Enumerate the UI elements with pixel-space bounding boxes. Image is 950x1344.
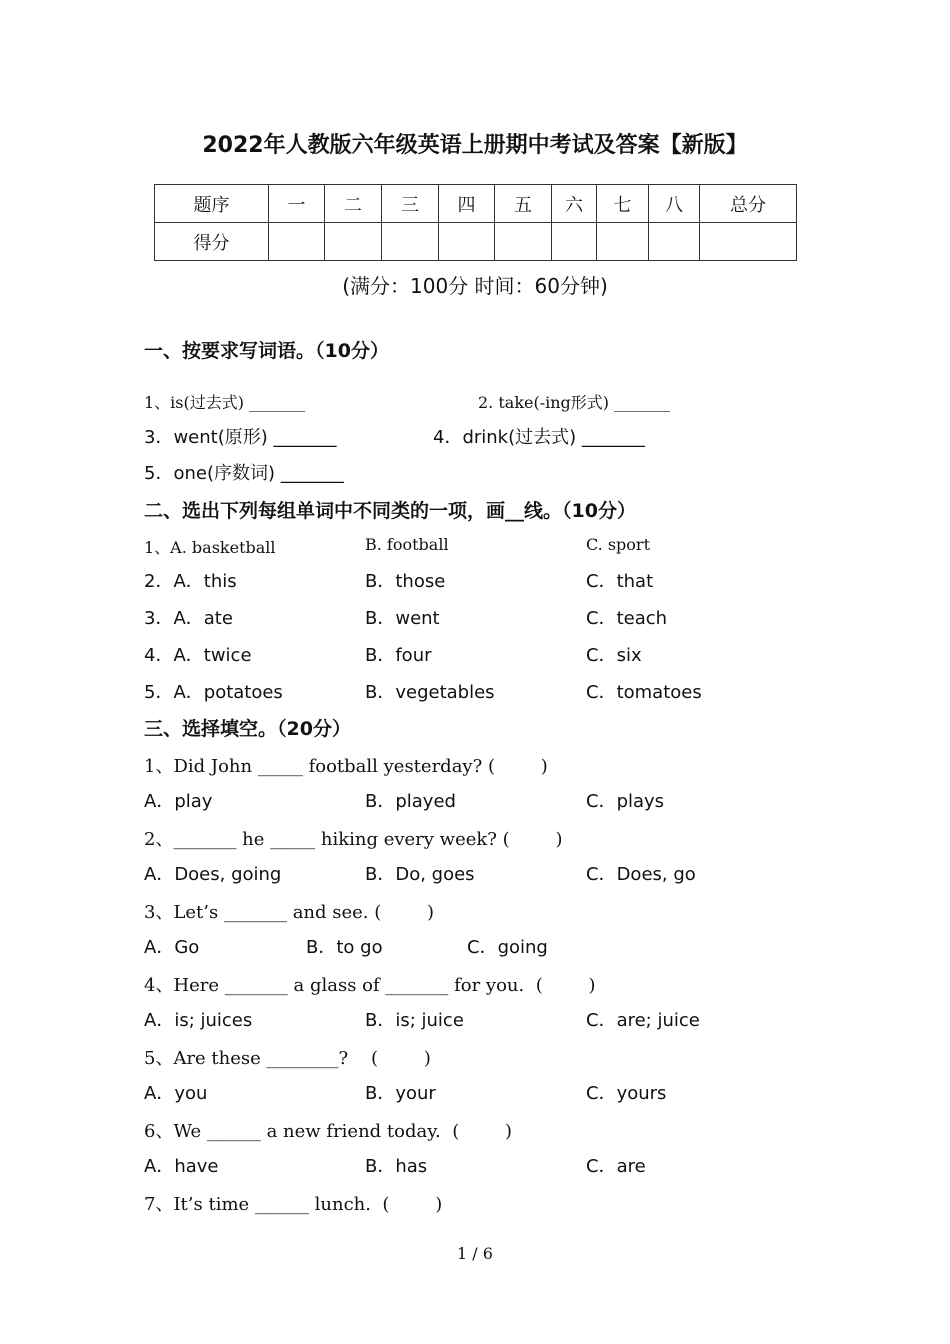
section2-row-5-option-a: 5．A．potatoes [144,682,283,703]
score-header-cell: 总分 [700,185,797,223]
score-row-label: 得分 [155,223,269,261]
section2-heading-blank: __ [505,500,525,522]
score-input-cell[interactable] [325,223,382,261]
section3-question-2-option-a: A．Does, going [144,864,282,885]
section2-row-2-option-a: 2．A．this [144,571,237,592]
section3-question-2-stem: 2、_______ he _____ hiking every week? ( ) [144,829,563,850]
section2-row-2-option-b: B．those [365,571,446,592]
score-header-cell: 一 [269,185,325,223]
section3-question-3-stem: 3、Let’s _______ and see. ( ) [144,902,435,923]
section3-question-2-option-b: B．Do, goes [365,864,475,885]
score-header-cell: 四 [439,185,495,223]
section3-question-1-stem: 1、Did John _____ football yesterday? ( ) [144,756,548,777]
score-input-cell[interactable] [382,223,439,261]
section2-row-4-option-b: B．four [365,645,432,666]
score-header-cell: 八 [649,185,700,223]
section2-row-1-option-a: 1、A. basketball [144,538,276,557]
section1-question-4: 4．drink(过去式) _______ [433,427,645,448]
section2-row-4-option-c: C．six [586,645,642,666]
score-table-header-row [155,185,797,223]
score-input-cell[interactable] [269,223,325,261]
section3-question-5-option-a: A．you [144,1083,208,1104]
section3-question-6-option-c: C．are [586,1156,646,1177]
section3-question-4-option-c: C．are; juice [586,1010,700,1031]
section2-row-3-option-a: 3．A．ate [144,608,233,629]
section3-question-6-option-a: A．have [144,1156,219,1177]
section3-question-4-option-a: A．is; juices [144,1010,253,1031]
section3-question-1-option-a: A．play [144,791,213,812]
section2-row-3-option-c: C．teach [586,608,668,629]
score-input-cell[interactable] [649,223,700,261]
section3-question-1-option-c: C．plays [586,791,665,812]
exam-info: (满分：100分 时间：60分钟) [342,274,608,298]
score-input-cell[interactable] [597,223,649,261]
section2-row-3-option-b: B．went [365,608,440,629]
section1-question-1: 1、is(过去式) _______ [144,393,306,412]
section1-heading: 一、按要求写词语。（10分） [144,340,389,362]
score-header-cell: 二 [325,185,382,223]
section3-question-1-option-b: B．played [365,791,456,812]
section2-row-1-option-c: C. sport [586,535,651,554]
score-header-cell: 七 [597,185,649,223]
section1-question-5: 5．one(序数词) _______ [144,463,344,484]
section3-heading: 三、选择填空。（20分） [144,718,351,740]
section3-question-6-stem: 6、We ______ a new friend today. ( ) [144,1121,513,1142]
section3-question-7-stem: 7、It’s time ______ lunch. ( ) [144,1194,443,1215]
section3-question-3-option-b: B．to go [306,937,383,958]
section3-question-5-option-c: C．yours [586,1083,667,1104]
section2-row-5-option-b: B．vegetables [365,682,495,703]
page-number: 1 / 6 [457,1244,493,1263]
section3-question-5-stem: 5、Are these ________? ( ) [144,1048,431,1069]
section3-question-4-option-b: B．is; juice [365,1010,464,1031]
section3-question-5-option-b: B．your [365,1083,436,1104]
score-input-cell[interactable] [495,223,552,261]
score-header-cell: 三 [382,185,439,223]
score-table [154,184,797,261]
score-header-cell: 五 [495,185,552,223]
section2-row-4-option-a: 4．A．twice [144,645,252,666]
score-header-cell: 题序 [155,185,269,223]
score-table-score-row [155,223,797,261]
section2-heading-part-a: 二、选出下列每组单词中不同类的一项，画 [144,500,506,522]
section2-row-1-option-b: B. football [365,535,449,554]
score-input-cell[interactable] [439,223,495,261]
score-input-cell[interactable] [700,223,797,261]
score-input-cell[interactable] [552,223,597,261]
section2-heading [144,496,636,523]
section3-question-3-option-a: A．Go [144,937,200,958]
section3-question-4-stem: 4、Here _______ a glass of _______ for you. ( ) [144,975,596,996]
section1-question-3: 3．went(原形) _______ [144,427,337,448]
section3-question-6-option-b: B．has [365,1156,428,1177]
section3-question-2-option-c: C．Does, go [586,864,696,885]
section1-question-2: 2. take(-ing形式) _______ [478,393,671,412]
score-header-cell: 六 [552,185,597,223]
section2-heading-part-b: 线。（10分） [524,500,636,522]
section2-row-2-option-c: C．that [586,571,654,592]
page-title: 2022年人教版六年级英语上册期中考试及答案【新版】 [202,133,748,158]
section2-row-5-option-c: C．tomatoes [586,682,702,703]
section3-question-3-option-c: C．going [467,937,548,958]
